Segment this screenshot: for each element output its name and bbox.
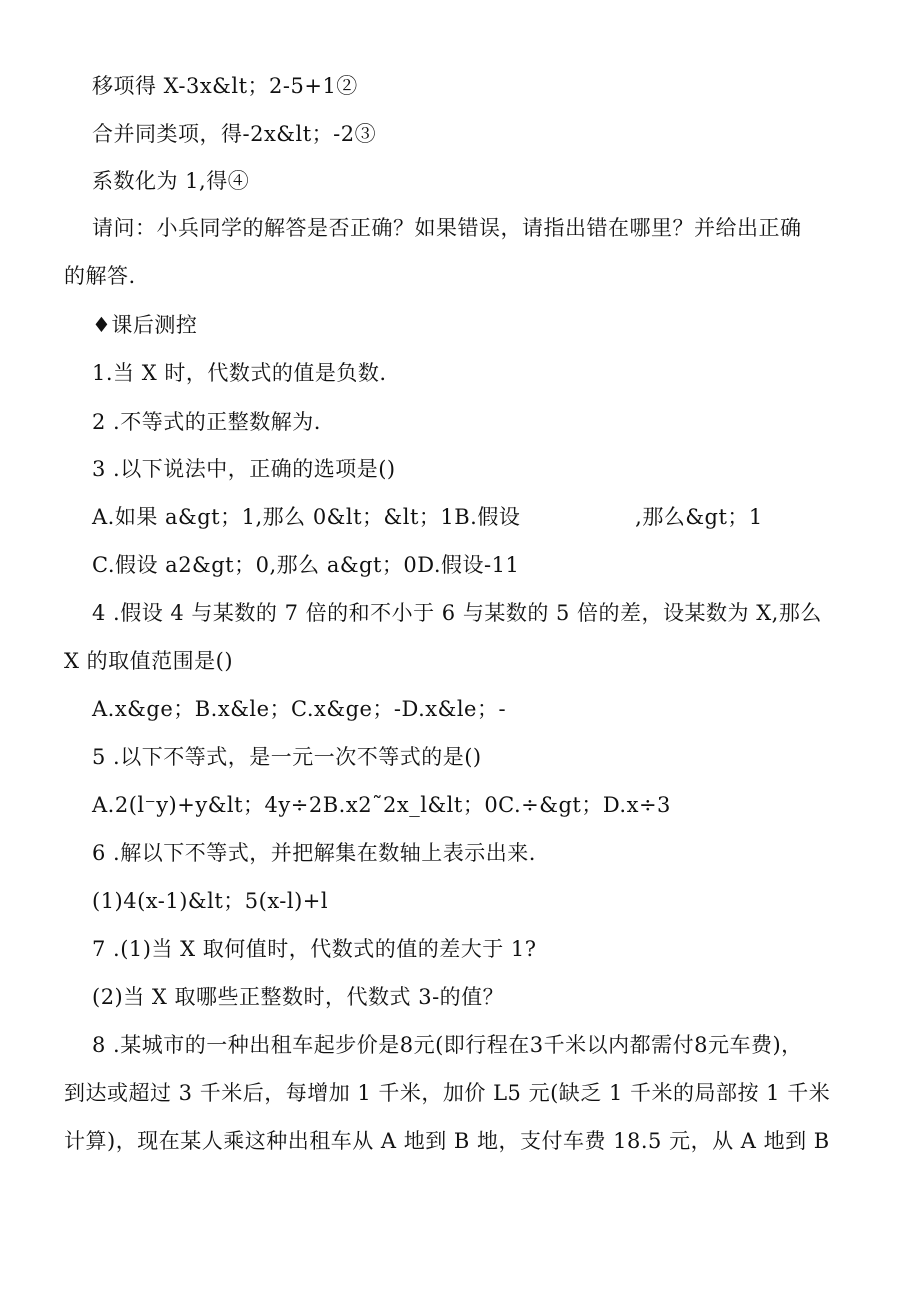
question-8: 8 .某城市的一种出租车起步价是8元(即行程在3千米以内都需付8元车费)，	[92, 1033, 803, 1057]
question-8-continued: 到达或超过 3 千米后，每增加 1 千米，加价 L5 元(缺乏 1 千米的局部按 1 千米	[64, 1081, 831, 1105]
text-line: 请问：小兵同学的解答是否正确？如果错误，请指出错在哪里？并给出正确	[92, 216, 802, 240]
question-1: 1.当 X 时，代数式的值是负数.	[92, 361, 387, 385]
question-7-part-2: (2)当 X 取哪些正整数时，代数式 3-的值？	[92, 985, 505, 1009]
text-line: 移项得 X-3x&lt；2-5+1②	[92, 74, 358, 98]
text-line: 的解答.	[64, 264, 136, 288]
text-line: 合并同类项，得-2x&lt；-2③	[92, 122, 377, 146]
question-6: 6 .解以下不等式，并把解集在数轴上表示出来.	[92, 841, 536, 865]
question-5-options: A.2(l⁻y)+y&lt；4y÷2B.x2˜2x_l&lt；0C.÷&gt；D.x÷3	[92, 793, 671, 817]
question-2: 2 .不等式的正整数解为.	[92, 410, 321, 434]
question-3: 3 .以下说法中，正确的选项是()	[92, 457, 396, 481]
question-7-part-1: 7 .(1)当 X 取何值时，代数式的值的差大于 1?	[92, 937, 537, 961]
question-4-continued: X 的取值范围是()	[64, 649, 234, 673]
section-heading: ♦课后测控	[92, 313, 198, 337]
question-3-options-ab: A.如果 a&gt；1,那么 0&lt；&lt；1B.假设 ,那么&gt；1	[92, 505, 763, 529]
question-8-continued: 计算)，现在某人乘这种出租车从 A 地到 B 地，支付车费 18.5 元，从 A 地到 B	[64, 1129, 830, 1153]
question-4-options: A.x&ge；B.x&le；C.x&ge；-D.x&le；-	[92, 697, 507, 721]
question-6-part-1: (1)4(x-1)&lt；5(x-l)+l	[92, 889, 329, 913]
text-line: 系数化为 1,得④	[92, 169, 250, 193]
question-4: 4 .假设 4 与某数的 7 倍的和不小于 6 与某数的 5 倍的差，设某数为 X,那么	[92, 601, 822, 625]
question-5: 5 .以下不等式，是一元一次不等式的是()	[92, 745, 482, 769]
question-3-options-cd: C.假设 a2&gt；0,那么 a&gt；0D.假设-11	[92, 553, 520, 577]
